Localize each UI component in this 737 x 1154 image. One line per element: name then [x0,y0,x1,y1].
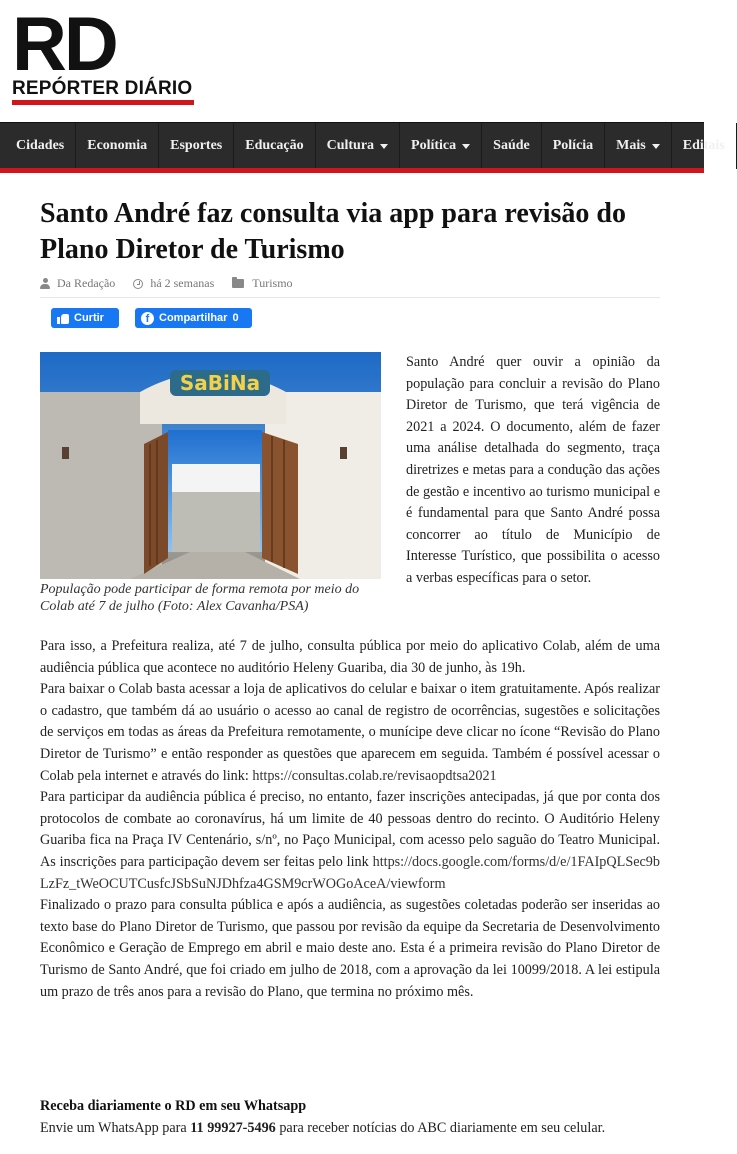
nav-accent-bar [0,168,704,173]
nav-item-saude[interactable] [482,123,542,169]
site-logo[interactable] [12,2,196,104]
logo-mark: RD [12,2,116,87]
caret-down-icon [652,144,660,149]
whatsapp-phone[interactable]: 11 99927-5496 [190,1120,276,1136]
author-meta[interactable] [40,276,115,291]
google-form-link[interactable]: https://docs.google.com/forms/d/e/1FAIpQLSec9bLzFz_tWeOCUTCusfcJSbSuNJDhfza4GSM9crWOGoAceA/viewform [40,853,660,892]
nav-item-economia[interactable] [76,123,159,169]
share-label: Compartilhar [159,312,228,324]
nav-item-label: Editais [682,138,725,153]
nav-item-educacao[interactable] [234,123,315,169]
nav-item-mais[interactable] [605,123,672,169]
category-link[interactable]: Turismo [252,276,293,290]
nav-item-cultura[interactable] [316,123,400,169]
photo-caption: População pode participar de forma remota por meio do Colab até 7 de julho (Foto: Alex Cavanha/PSA) [40,582,360,614]
clock-icon [133,279,143,289]
logo-underline [12,100,194,105]
nav-item-label: Cultura [326,138,375,153]
whatsapp-title: Receba diariamente o RD em seu Whatsapp [40,1098,307,1114]
main-nav [0,122,725,168]
article-photo[interactable] [40,352,381,579]
nav-item-label: Polícia [552,138,594,153]
nav-item-label: Mais [616,138,646,153]
paragraph-3-text: Para participar da audiência pública é preciso, no entanto, fazer inscrições antecipadas, já que por conta dos protocolos de combate ao coronavírus, há um limite de 40 pessoas dentro do recinto. O Auditório Heleny Guariba fica na Praça IV Centenário, s/nº, no Paço Municipal, com acesso pelo saguão do Teatro Municipal. As inscrições para participação devem ser feitas pelo link [40,789,660,870]
paragraph-2-text: Para baixar o Colab basta acessar a loja de aplicativos do celular e baixar o item gratuitamente. Após realizar o cadastro, que também dá ao usuário o acesso ao canal de registro de ocorrências, sugestões e solicitações de serviços em todas as áreas da Prefeitura remotamente, o munícipe deve clicar no ícone “Revisão do Plano Diretor de Turismo” e então responder as questões que aparecem em seguida. Também é possível acessar o Colab pela internet e através do link: [40,681,660,784]
nav-item-label: Educação [245,138,304,153]
article-meta [40,276,311,291]
caret-down-icon [462,144,470,149]
author-name[interactable]: Da Redação [57,276,116,290]
article-figure [40,352,381,615]
nav-item-label: Cidades [16,138,65,153]
publish-time: há 2 semanas [150,276,215,290]
nav-item-policia[interactable] [542,123,605,169]
nav-item-label: Esportes [170,138,223,153]
nav-item-politica[interactable] [400,123,482,169]
nav-item-esportes[interactable] [159,123,234,169]
article-paragraph-4: Finalizado o prazo para consulta pública e após a audiência, as sugestões coletadas poderão ser inseridas ao texto base do Plano Diretor de Turismo, que passou por revisão da equipe da Secretaria de Desenvolvimento Econômico e Geração de Emprego em abril e maio deste ano. Esta é a primeira revisão do Plano Diretor de Turismo de Santo André, que foi criado em julho de 2018, com a aprovação da lei 10099/2018. A lei estipula um prazo de três anos para a revisão do Plano, que termina no próximo mês. [40,897,660,1000]
colab-link[interactable]: https://consultas.colab.re/revisaopdtsa2021 [252,767,497,784]
whatsapp-text-before: Envie um WhatsApp para [40,1120,191,1136]
user-icon [40,278,50,289]
meta-divider [40,297,660,298]
article-lead: Santo André quer ouvir a opinião da população para concluir a revisão do Plano Diretor de Turismo, que terá vigência de 2021 a 2024. O documento, além de fazer uma análise detalhada do segmento, traça diretrizes e metas para a condução das ações de gestão e incentivo ao turismo municipal e é fundamental para que Santo André possa concorrer ao título de Município de Interesse Turístico, que possibilita o acesso a verbas específicas para o setor. [406,354,660,586]
folder-icon [232,279,244,288]
nav-item-editais[interactable] [672,123,737,169]
article-paragraph-3 [40,787,660,895]
logo-name: REPÓRTER DIÁRIO [12,78,193,99]
sign-text: SaBiNa [179,371,261,395]
article-paragraph-1: Para isso, a Prefeitura realiza, até 7 de julho, consulta pública por meio do aplicativo Colab, além de uma audiência pública que acontece no auditório Heleny Guariba, dia 30 de junho, às 19h. [40,638,660,676]
article-body [40,636,660,1003]
facebook-like-button[interactable] [51,308,119,328]
time-meta [133,276,214,291]
like-label: Curtir [74,312,104,324]
thumbs-up-icon [57,313,69,324]
nav-item-cidades[interactable] [0,123,76,169]
nav-item-label: Economia [87,138,148,153]
facebook-icon: f [141,312,154,325]
whatsapp-text-after: para receber notícias do ABC diariamente em seu celular. [275,1120,606,1136]
nav-item-label: Saúde [493,138,530,153]
whatsapp-text [40,1120,670,1137]
nav-item-label: Política [411,138,457,153]
article-title: Santo André faz consulta via app para revisão do Plano Diretor de Turismo [40,198,626,265]
category-meta[interactable] [232,276,292,291]
caret-down-icon [380,144,388,149]
article-paragraph-2 [40,679,660,787]
share-count: 0 [232,312,239,324]
facebook-share-button[interactable] [135,308,252,328]
